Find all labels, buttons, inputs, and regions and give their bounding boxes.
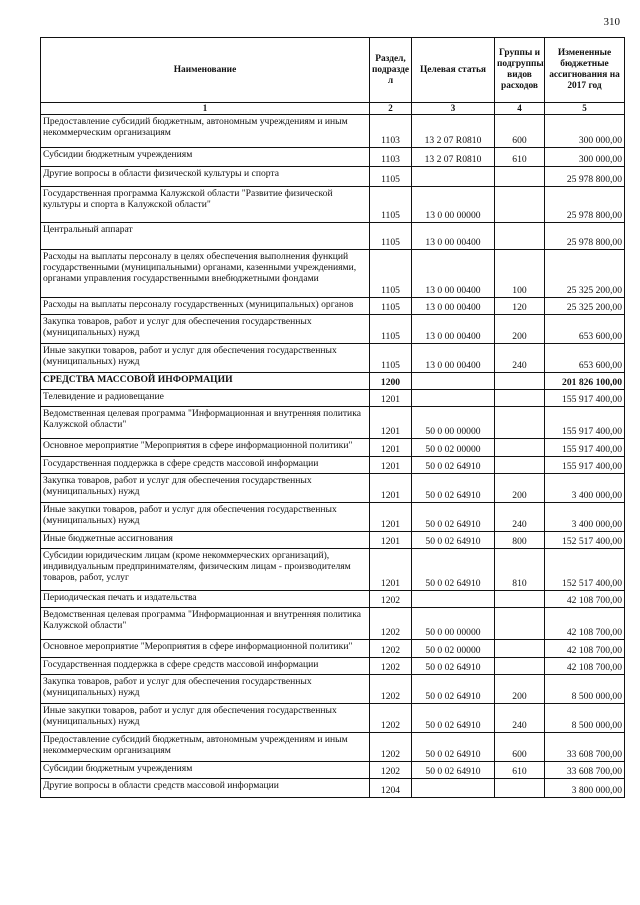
cell-section: 1202 [370,704,412,733]
cell-group [495,457,545,474]
cell-group [495,187,545,223]
cell-name: Государственная поддержка в сфере средств массовой информации [41,457,370,474]
cell-name: Другие вопросы в области средств массовой информации [41,779,370,798]
cell-group: 200 [495,474,545,503]
cell-name: Субсидии бюджетным учреждениям [41,148,370,167]
cell-name: Периодическая печать и издательства [41,591,370,608]
cell-amount: 25 978 800,00 [545,223,625,250]
cell-section: 1201 [370,390,412,407]
cell-group: 810 [495,549,545,591]
cell-group: 200 [495,315,545,344]
cell-section: 1202 [370,658,412,675]
cell-amount: 3 400 000,00 [545,474,625,503]
cell-amount: 25 325 200,00 [545,250,625,298]
column-number: 2 [370,103,412,115]
cell-amount: 25 325 200,00 [545,298,625,315]
cell-section: 1202 [370,762,412,779]
cell-target [412,390,495,407]
cell-target [412,167,495,187]
header-target: Целевая статья [412,38,495,103]
cell-group: 240 [495,503,545,532]
cell-name: Другие вопросы в области физической культуры и спорта [41,167,370,187]
table-row [41,315,625,344]
column-number: 4 [495,103,545,115]
cell-target [412,373,495,390]
cell-section: 1105 [370,187,412,223]
cell-amount: 3 400 000,00 [545,503,625,532]
cell-target: 13 0 00 00400 [412,298,495,315]
table-row [41,373,625,390]
cell-name: Центральный аппарат [41,223,370,250]
cell-name: Расходы на выплаты персоналу в целях обеспечения выполнения функций государственными (муниципальными) органами, казенными учреждениями, органами управления государственными внебюджетными фондами [41,250,370,298]
cell-target: 50 0 02 64910 [412,474,495,503]
cell-target: 13 0 00 00400 [412,315,495,344]
cell-name: Иные бюджетные ассигнования [41,532,370,549]
cell-group [495,640,545,658]
cell-name: Государственная программа Калужской области "Развитие физической культуры и спорта в Калужской области" [41,187,370,223]
column-number-row [41,103,625,115]
cell-amount: 155 917 400,00 [545,390,625,407]
cell-name: Закупка товаров, работ и услуг для обеспечения государственных (муниципальных) нужд [41,474,370,503]
cell-amount: 653 600,00 [545,344,625,373]
cell-target: 13 2 07 R0810 [412,148,495,167]
cell-name: Закупка товаров, работ и услуг для обеспечения государственных (муниципальных) нужд [41,675,370,704]
cell-target: 13 2 07 R0810 [412,115,495,148]
cell-target: 50 0 02 64910 [412,762,495,779]
table-row [41,439,625,457]
cell-name: Ведомственная целевая программа "Информационная и внутренняя политика Калужской области" [41,407,370,439]
table-row [41,640,625,658]
cell-section: 1201 [370,549,412,591]
header-groups: Группы и подгруппы видов расходов [495,38,545,103]
cell-section: 1202 [370,591,412,608]
cell-name: Иные закупки товаров, работ и услуг для обеспечения государственных (муниципальных) нужд [41,344,370,373]
header-amount: Измененные бюджетные ассигнования на 2017 год [545,38,625,103]
cell-amount: 653 600,00 [545,315,625,344]
table-row [41,390,625,407]
cell-group: 120 [495,298,545,315]
cell-group [495,439,545,457]
header-section: Раздел, подразде л [370,38,412,103]
cell-amount: 155 917 400,00 [545,407,625,439]
cell-target: 50 0 02 64910 [412,503,495,532]
cell-target: 13 0 00 00000 [412,187,495,223]
cell-amount: 152 517 400,00 [545,532,625,549]
cell-amount: 42 108 700,00 [545,608,625,640]
cell-name: Иные закупки товаров, работ и услуг для обеспечения государственных (муниципальных) нужд [41,704,370,733]
table-row [41,457,625,474]
cell-section: 1201 [370,407,412,439]
table-row [41,532,625,549]
table-row [41,549,625,591]
cell-amount: 201 826 100,00 [545,373,625,390]
cell-amount: 152 517 400,00 [545,549,625,591]
cell-section: 1105 [370,315,412,344]
cell-group [495,223,545,250]
cell-amount: 155 917 400,00 [545,457,625,474]
cell-amount: 33 608 700,00 [545,733,625,762]
cell-target: 50 0 02 00000 [412,439,495,457]
cell-name: Государственная поддержка в сфере средств массовой информации [41,658,370,675]
cell-section: 1204 [370,779,412,798]
cell-section: 1105 [370,167,412,187]
cell-amount: 8 500 000,00 [545,704,625,733]
cell-name: Основное мероприятие "Мероприятия в сфере информационной политики" [41,640,370,658]
table-row [41,658,625,675]
cell-target: 50 0 02 64910 [412,658,495,675]
cell-section: 1105 [370,344,412,373]
cell-amount: 155 917 400,00 [545,439,625,457]
table-header-row [41,38,625,103]
cell-name: Субсидии бюджетным учреждениям [41,762,370,779]
cell-section: 1202 [370,608,412,640]
header-name: Наименование [41,38,370,103]
cell-section: 1103 [370,148,412,167]
cell-target: 50 0 00 00000 [412,608,495,640]
cell-target: 50 0 00 00000 [412,407,495,439]
cell-target: 50 0 02 64910 [412,457,495,474]
table-row [41,115,625,148]
table-row [41,344,625,373]
cell-group: 240 [495,344,545,373]
cell-section: 1201 [370,503,412,532]
budget-table [40,37,625,798]
table-row [41,608,625,640]
cell-section: 1201 [370,439,412,457]
column-number: 5 [545,103,625,115]
cell-group: 610 [495,762,545,779]
cell-group: 200 [495,675,545,704]
table-row [41,187,625,223]
cell-name: Ведомственная целевая программа "Информационная и внутренняя политика Калужской области" [41,608,370,640]
table-row [41,250,625,298]
cell-section: 1105 [370,250,412,298]
cell-name: Иные закупки товаров, работ и услуг для обеспечения государственных (муниципальных) нужд [41,503,370,532]
table-row [41,704,625,733]
cell-amount: 42 108 700,00 [545,640,625,658]
cell-group [495,373,545,390]
table-row [41,591,625,608]
cell-section: 1202 [370,733,412,762]
column-number: 3 [412,103,495,115]
cell-target: 50 0 02 64910 [412,549,495,591]
cell-group [495,390,545,407]
cell-name: Предоставление субсидий бюджетным, автономным учреждениям и иным некоммерческим организациям [41,115,370,148]
cell-section: 1200 [370,373,412,390]
table-row [41,779,625,798]
table-row [41,474,625,503]
cell-target: 50 0 02 64910 [412,675,495,704]
cell-target: 13 0 00 00400 [412,250,495,298]
cell-name: Расходы на выплаты персоналу государственных (муниципальных) органов [41,298,370,315]
page-number: 310 [603,16,620,28]
table-row [41,733,625,762]
cell-amount: 42 108 700,00 [545,591,625,608]
cell-group: 600 [495,733,545,762]
cell-group [495,407,545,439]
cell-name: СРЕДСТВА МАССОВОЙ ИНФОРМАЦИИ [41,373,370,390]
cell-name: Телевидение и радиовещание [41,390,370,407]
cell-section: 1105 [370,223,412,250]
cell-target: 13 0 00 00400 [412,344,495,373]
cell-group [495,608,545,640]
cell-amount: 42 108 700,00 [545,658,625,675]
table-row [41,148,625,167]
cell-group: 600 [495,115,545,148]
cell-section: 1202 [370,675,412,704]
cell-target: 50 0 02 64910 [412,532,495,549]
cell-section: 1103 [370,115,412,148]
table-row [41,762,625,779]
cell-target: 50 0 02 00000 [412,640,495,658]
cell-section: 1201 [370,532,412,549]
cell-section: 1202 [370,640,412,658]
table-row [41,407,625,439]
cell-name: Предоставление субсидий бюджетным, автономным учреждениям и иным некоммерческим организациям [41,733,370,762]
cell-section: 1201 [370,474,412,503]
table-row [41,675,625,704]
cell-amount: 300 000,00 [545,115,625,148]
cell-amount: 3 800 000,00 [545,779,625,798]
cell-target [412,591,495,608]
table-row [41,503,625,532]
cell-amount: 25 978 800,00 [545,167,625,187]
column-number: 1 [41,103,370,115]
cell-target [412,779,495,798]
cell-group: 100 [495,250,545,298]
table-body [41,115,625,798]
cell-target: 50 0 02 64910 [412,733,495,762]
cell-target: 13 0 00 00400 [412,223,495,250]
cell-group [495,658,545,675]
cell-group [495,591,545,608]
cell-section: 1201 [370,457,412,474]
cell-group: 240 [495,704,545,733]
table-row [41,223,625,250]
cell-group: 800 [495,532,545,549]
cell-name: Закупка товаров, работ и услуг для обеспечения государственных (муниципальных) нужд [41,315,370,344]
cell-amount: 25 978 800,00 [545,187,625,223]
cell-group [495,779,545,798]
cell-group [495,167,545,187]
cell-name: Основное мероприятие "Мероприятия в сфере информационной политики" [41,439,370,457]
cell-group: 610 [495,148,545,167]
cell-amount: 33 608 700,00 [545,762,625,779]
cell-amount: 8 500 000,00 [545,675,625,704]
cell-target: 50 0 02 64910 [412,704,495,733]
cell-amount: 300 000,00 [545,148,625,167]
table-row [41,167,625,187]
cell-section: 1105 [370,298,412,315]
table-row [41,298,625,315]
cell-name: Субсидии юридическим лицам (кроме некоммерческих организаций), индивидуальным предпринимателям, физическим лицам - производителям товаров, работ, услуг [41,549,370,591]
